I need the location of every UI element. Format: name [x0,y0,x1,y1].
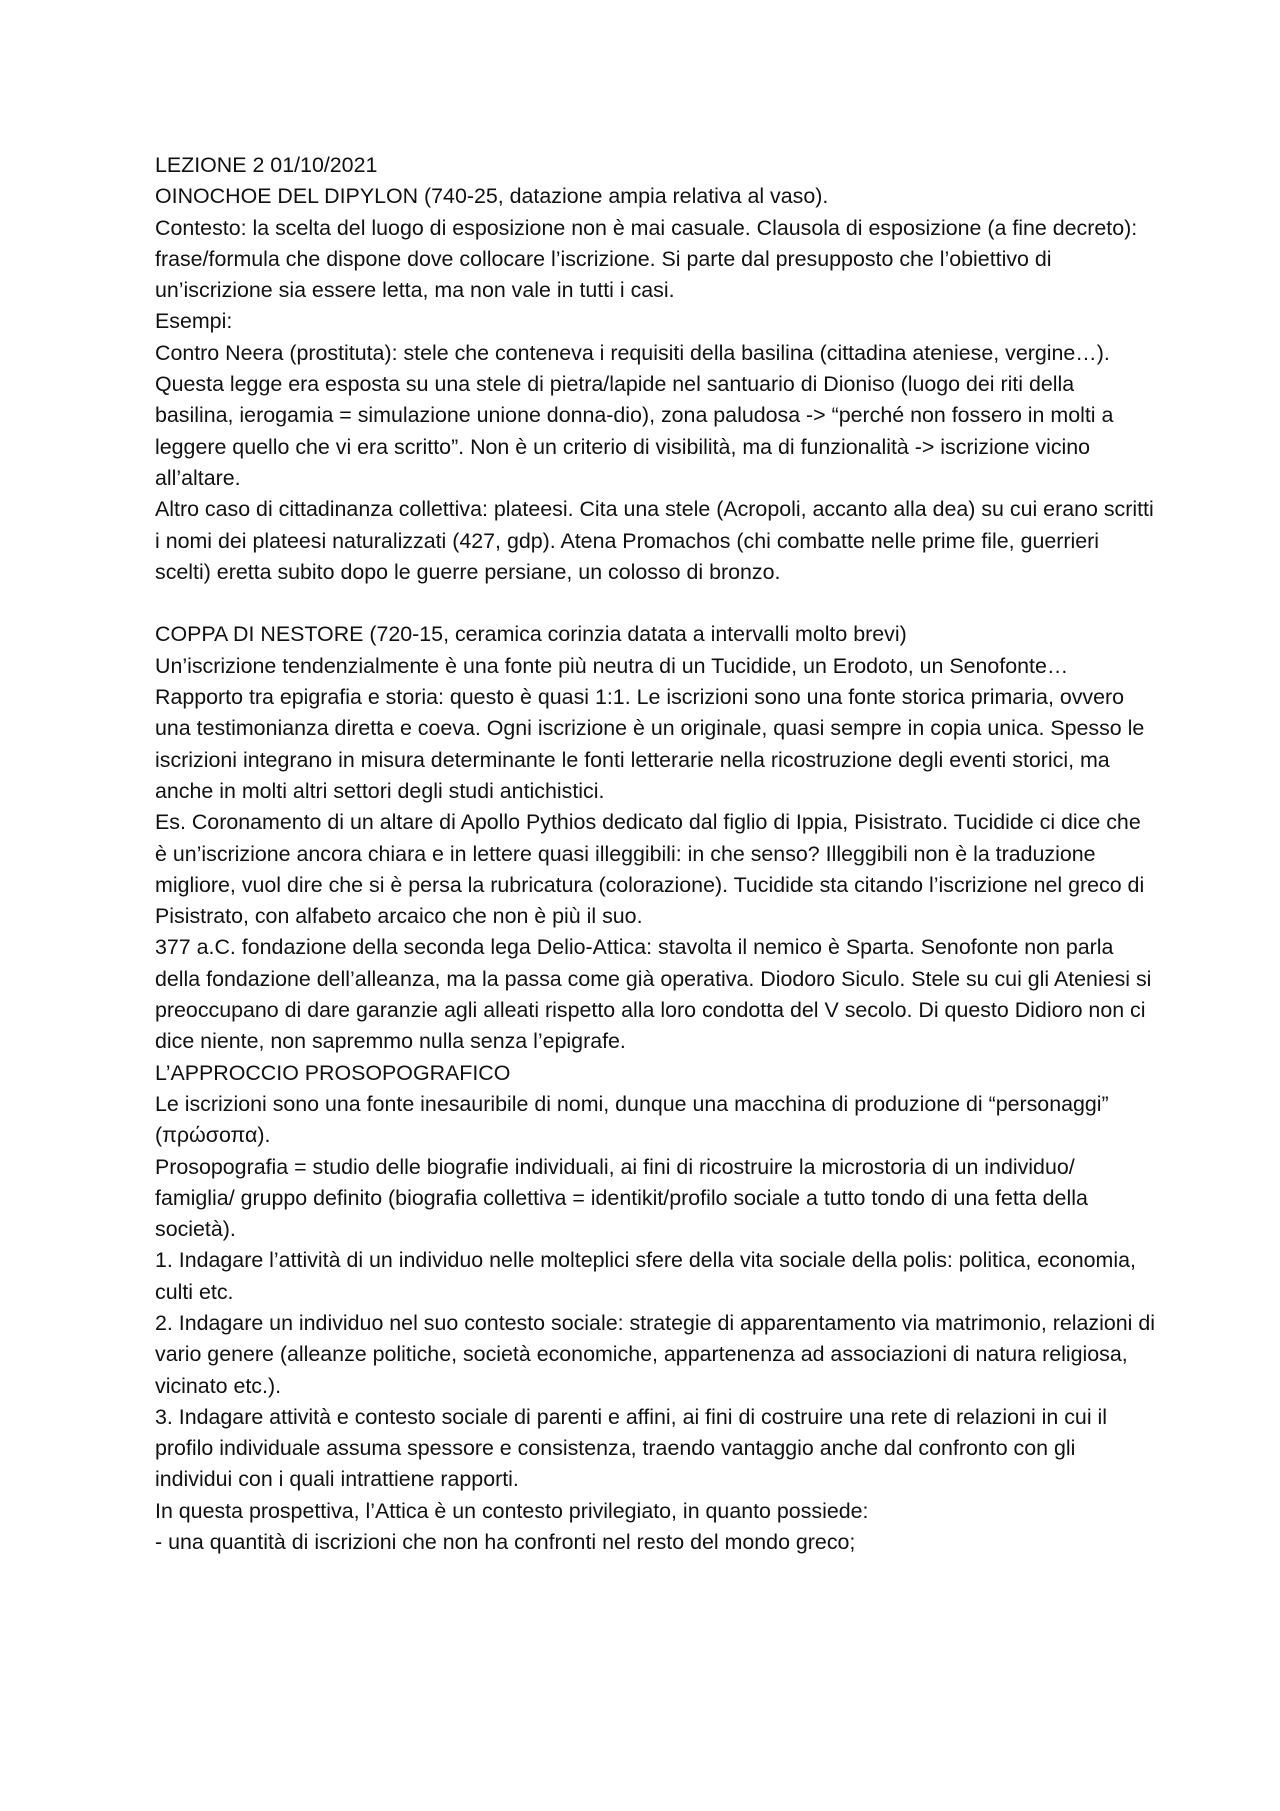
paragraph-contro-neera: Contro Neera (prostituta): stele che conteneva i requisiti della basilina (cittadina ateniese, vergine…). Questa legge era esposta su una stele di pietra/lapide nel santuario di Dioniso (luogo dei riti della basilina, ierogamia = simulazione unione donna-dio), zona paludosa -> “perché non fossero in molti a leggere quello che vi era scritto”. Non è un criterio di visibilità, ma di funzionalità -> iscrizione vicino all’altare. [155,340,1114,490]
paragraph-rapporto: Rapporto tra epigrafia e storia: questo è quasi 1:1. Le iscrizioni sono una fonte storica primaria, ovvero una testimonianza diretta e coeva. Ogni iscrizione è un originale, quasi sempre in copia unica. Spesso le iscrizioni integrano in misura determinante le fonti letterarie nella ricostruzione degli eventi storici, ma anche in molti altri settori degli studi antichistici. [155,685,1145,803]
section-heading-coppa: COPPA DI NESTORE (720-15, ceramica corinzia datata a intervalli molto brevi) [155,622,907,647]
list-item-1: 1. Indagare l’attività di un individuo nelle molteplici sfere della vita sociale della polis: politica, economia, culti etc. [155,1248,1136,1304]
lesson-heading: LEZIONE 2 01/10/2021 [155,153,378,177]
paragraph-attica: In questa prospettiva, l’Attica è un contesto privilegiato, in quanto possiede: [155,1498,869,1523]
section-heading-oinochoe: OINOCHOE DEL DIPYLON (740-25, datazione ampia relativa al vaso). [155,184,829,209]
paragraph-esempi-label: Esempi: [155,309,233,334]
paragraph-coronamento: Es. Coronamento di un altare di Apollo Pythios dedicato dal figlio di Ippia, Pisistrato. Tucidide ci dice che è un’iscrizione ancora chiara e in lettere quasi illeggibili: in che senso? Illeggibili non è la traduzione migliore, vuol dire che si è persa la rubricatura (colorazione). Tucidide sta citando l’iscrizione nel greco di Pisistrato, con alfabeto arcaico che non è più il suo. [155,810,1145,929]
section-heading-prosopografico: L’APPROCCIO PROSOPOGRAFICO [155,1060,511,1085]
blank-line [155,588,1155,619]
paragraph-contesto: Contesto: la scelta del luogo di esposizione non è mai casuale. Clausola di esposizione (a fine decreto): frase/formula che dispone dove collocare l’iscrizione. Si parte dal presupposto che l’obiettivo di un’iscrizione sia essere letta, ma non vale in tutti i casi. [155,215,1138,303]
paragraph-plateesi: Altro caso di cittadinanza collettiva: plateesi. Cita una stele (Acropoli, accanto alla dea) su cui erano scritti i nomi dei plateesi naturalizzati (427, gdp). Atena Promachos (chi combatte nelle prime file, guerrieri scelti) eretta subito dopo le guerre persiane, un colosso di bronzo. [155,497,1154,584]
list-item-2: 2. Indagare un individuo nel suo contesto sociale: strategie di apparentamento via matrimonio, relazioni di vario genere (alleanze politiche, società economiche, appartenenza ad associazioni di natura religiosa, vicinato etc.). [155,1310,1156,1398]
document-page [155,150,1155,1558]
list-item-3: 3. Indagare attività e contesto sociale di parenti e affini, ai fini di costruire una rete di relazioni in cui il profilo individuale assuma spessore e consistenza, traendo vantaggio anche dal confronto con gli individui con i quali intrattiene rapporti. [155,1404,1108,1492]
paragraph-fonte-neutra: Un’iscrizione tendenzialmente è una fonte più neutra di un Tucidide, un Erodoto, un Senofonte… [155,653,1069,678]
paragraph-lega-delio-attica: 377 a.C. fondazione della seconda lega Delio-Attica: stavolta il nemico è Sparta. Senofonte non parla della fondazione dell’alleanza, ma la passa come già operativa. Diodoro Siculo. Stele su cui gli Ateniesi si preoccupano di dare garanzie agli alleati rispetto alla loro condotta del V secolo. Di questo Didioro non ci dice niente, non sapremmo nulla senza l’epigrafe. [155,935,1152,1054]
bullet-item-iscrizioni: - una quantità di iscrizioni che non ha confronti nel resto del mondo greco; [155,1530,856,1555]
paragraph-nomi: Le iscrizioni sono una fonte inesauribile di nomi, dunque una macchina di produzione di “personaggi” (πρώσοπα). [155,1091,1109,1148]
paragraph-prosopografia: Prosopografia = studio delle biografie individuali, ai fini di ricostruire la microstoria di un individuo/ famiglia/ gruppo definito (biografia collettiva = identikit/profilo sociale a tutto tondo di una fetta della società). [155,1154,1088,1242]
